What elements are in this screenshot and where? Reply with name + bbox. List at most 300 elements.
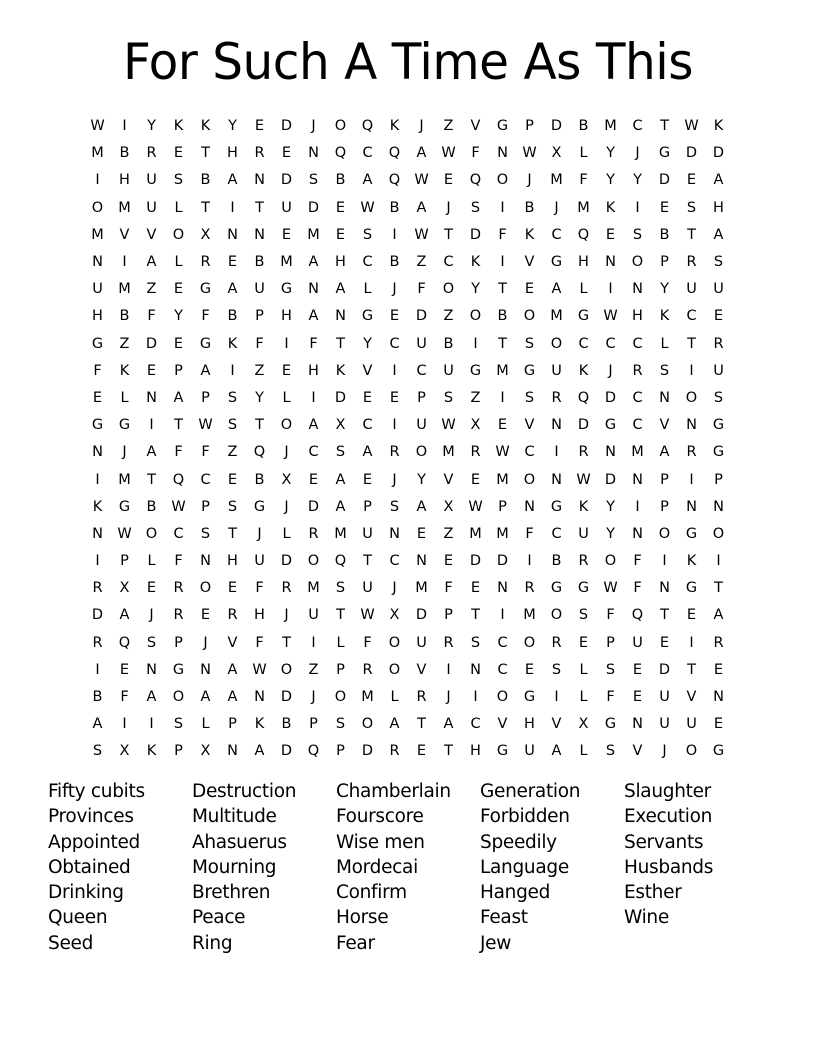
grid-letter-cell[interactable]: P <box>201 498 210 515</box>
grid-letter-cell[interactable]: K <box>254 716 265 733</box>
grid-letter-cell[interactable]: I <box>230 362 235 379</box>
grid-letter-cell[interactable]: I <box>95 553 100 570</box>
grid-letter-cell[interactable]: J <box>284 444 289 461</box>
grid-letter-cell[interactable]: G <box>658 145 671 162</box>
grid-letter-cell[interactable]: F <box>444 580 453 597</box>
grid-letter-cell[interactable]: O <box>496 172 509 189</box>
grid-letter-cell[interactable]: X <box>200 743 211 760</box>
grid-letter-cell[interactable]: L <box>201 716 210 733</box>
grid-letter-cell[interactable]: J <box>311 689 316 706</box>
grid-letter-cell[interactable]: G <box>577 308 590 325</box>
grid-letter-cell[interactable]: R <box>713 335 724 352</box>
grid-letter-cell[interactable]: W <box>603 580 618 597</box>
grid-letter-cell[interactable]: J <box>527 172 532 189</box>
grid-letter-cell[interactable]: P <box>714 471 723 488</box>
grid-letter-cell[interactable]: L <box>363 281 372 298</box>
grid-letter-cell[interactable]: A <box>146 689 157 706</box>
grid-letter-cell[interactable]: O <box>388 661 401 678</box>
grid-letter-cell[interactable]: A <box>254 743 265 760</box>
grid-letter-cell[interactable]: V <box>470 118 481 135</box>
grid-letter-cell[interactable]: J <box>446 199 451 216</box>
grid-letter-cell[interactable]: A <box>416 498 427 515</box>
grid-letter-cell[interactable]: K <box>200 118 211 135</box>
grid-letter-cell[interactable]: N <box>92 254 103 271</box>
grid-letter-cell[interactable]: E <box>389 389 400 406</box>
grid-letter-cell[interactable]: P <box>363 498 372 515</box>
grid-letter-cell[interactable]: N <box>254 172 265 189</box>
grid-letter-cell[interactable]: A <box>335 471 346 488</box>
grid-letter-cell[interactable]: V <box>632 743 643 760</box>
grid-letter-cell[interactable]: R <box>416 689 427 706</box>
grid-letter-cell[interactable]: R <box>254 145 265 162</box>
grid-letter-cell[interactable]: V <box>362 362 373 379</box>
grid-letter-cell[interactable]: A <box>416 145 427 162</box>
grid-letter-cell[interactable]: I <box>311 389 316 406</box>
grid-letter-cell[interactable]: P <box>336 743 345 760</box>
grid-letter-cell[interactable]: G <box>712 743 725 760</box>
grid-letter-cell[interactable]: L <box>660 335 669 352</box>
grid-letter-cell[interactable]: U <box>362 525 373 542</box>
grid-letter-cell[interactable]: F <box>174 553 183 570</box>
grid-letter-cell[interactable]: R <box>443 634 454 651</box>
grid-letter-cell[interactable]: D <box>658 172 671 189</box>
grid-letter-cell[interactable]: D <box>496 553 509 570</box>
grid-letter-cell[interactable]: W <box>171 498 186 515</box>
grid-letter-cell[interactable]: D <box>658 661 671 678</box>
grid-letter-cell[interactable]: Q <box>577 389 590 406</box>
grid-letter-cell[interactable]: E <box>605 226 616 243</box>
grid-letter-cell[interactable]: V <box>659 417 670 434</box>
grid-letter-cell[interactable]: O <box>361 716 374 733</box>
grid-letter-cell[interactable]: D <box>361 743 374 760</box>
grid-letter-cell[interactable]: J <box>446 689 451 706</box>
grid-letter-cell[interactable]: E <box>362 471 373 488</box>
grid-letter-cell[interactable]: L <box>282 525 291 542</box>
grid-letter-cell[interactable]: I <box>689 362 694 379</box>
grid-letter-cell[interactable]: R <box>551 389 562 406</box>
grid-letter-cell[interactable]: E <box>416 743 427 760</box>
grid-letter-cell[interactable]: A <box>227 689 238 706</box>
grid-letter-cell[interactable]: N <box>416 553 427 570</box>
grid-letter-cell[interactable]: S <box>335 580 346 597</box>
grid-letter-cell[interactable]: Q <box>388 145 401 162</box>
grid-letter-cell[interactable]: M <box>118 471 131 488</box>
grid-letter-cell[interactable]: O <box>550 335 563 352</box>
grid-letter-cell[interactable]: J <box>257 525 262 542</box>
grid-letter-cell[interactable]: W <box>468 498 483 515</box>
grid-letter-cell[interactable]: K <box>524 226 535 243</box>
grid-letter-cell[interactable]: O <box>280 417 293 434</box>
grid-letter-cell[interactable]: G <box>523 362 536 379</box>
grid-letter-cell[interactable]: S <box>92 743 103 760</box>
grid-letter-cell[interactable]: M <box>604 118 617 135</box>
grid-letter-cell[interactable]: C <box>362 417 373 434</box>
grid-letter-cell[interactable]: E <box>686 172 697 189</box>
grid-letter-cell[interactable]: B <box>227 308 238 325</box>
grid-letter-cell[interactable]: N <box>200 553 211 570</box>
grid-letter-cell[interactable]: D <box>577 417 590 434</box>
grid-letter-cell[interactable]: F <box>417 281 426 298</box>
grid-letter-cell[interactable]: A <box>416 199 427 216</box>
grid-letter-cell[interactable]: M <box>442 444 455 461</box>
grid-letter-cell[interactable]: N <box>632 525 643 542</box>
grid-letter-cell[interactable]: M <box>91 226 104 243</box>
grid-letter-cell[interactable]: I <box>122 716 127 733</box>
grid-letter-cell[interactable]: I <box>95 661 100 678</box>
grid-letter-cell[interactable]: R <box>146 145 157 162</box>
grid-letter-cell[interactable]: D <box>280 172 293 189</box>
grid-letter-cell[interactable]: O <box>172 226 185 243</box>
grid-letter-cell[interactable]: O <box>415 444 428 461</box>
grid-letter-cell[interactable]: D <box>469 553 482 570</box>
grid-letter-cell[interactable]: B <box>524 199 535 216</box>
grid-letter-cell[interactable]: U <box>416 417 427 434</box>
grid-letter-cell[interactable]: P <box>174 634 183 651</box>
grid-letter-cell[interactable]: O <box>523 308 536 325</box>
grid-letter-cell[interactable]: O <box>172 689 185 706</box>
grid-letter-cell[interactable]: N <box>659 389 670 406</box>
grid-letter-cell[interactable]: K <box>578 498 589 515</box>
grid-letter-cell[interactable]: E <box>119 661 130 678</box>
grid-letter-cell[interactable]: C <box>308 444 319 461</box>
grid-letter-cell[interactable]: V <box>227 634 238 651</box>
grid-letter-cell[interactable]: U <box>308 607 319 624</box>
grid-letter-cell[interactable]: I <box>392 362 397 379</box>
grid-letter-cell[interactable]: E <box>362 389 373 406</box>
grid-letter-cell[interactable]: N <box>551 417 562 434</box>
grid-letter-cell[interactable]: N <box>254 689 265 706</box>
grid-letter-cell[interactable]: R <box>578 444 589 461</box>
grid-letter-cell[interactable]: Z <box>443 525 454 542</box>
grid-letter-cell[interactable]: T <box>660 607 669 624</box>
grid-letter-cell[interactable]: B <box>389 254 400 271</box>
grid-letter-cell[interactable]: G <box>685 580 698 597</box>
grid-letter-cell[interactable]: O <box>550 607 563 624</box>
grid-letter-cell[interactable]: L <box>282 389 291 406</box>
grid-letter-cell[interactable]: S <box>686 199 697 216</box>
grid-letter-cell[interactable]: Y <box>174 308 183 325</box>
grid-letter-cell[interactable]: Z <box>254 362 265 379</box>
grid-letter-cell[interactable]: B <box>254 471 265 488</box>
grid-letter-cell[interactable]: O <box>199 580 212 597</box>
grid-letter-cell[interactable]: T <box>714 580 723 597</box>
grid-letter-cell[interactable]: G <box>550 498 563 515</box>
grid-letter-cell[interactable]: D <box>550 118 563 135</box>
grid-letter-cell[interactable]: P <box>525 118 534 135</box>
grid-letter-cell[interactable]: E <box>92 389 103 406</box>
grid-letter-cell[interactable]: E <box>632 689 643 706</box>
grid-letter-cell[interactable]: I <box>527 553 532 570</box>
grid-letter-cell[interactable]: O <box>469 308 482 325</box>
grid-letter-cell[interactable]: S <box>308 172 319 189</box>
grid-letter-cell[interactable]: S <box>227 498 238 515</box>
grid-letter-cell[interactable]: N <box>551 471 562 488</box>
grid-letter-cell[interactable]: R <box>389 444 400 461</box>
grid-letter-cell[interactable]: S <box>362 226 373 243</box>
grid-letter-cell[interactable]: E <box>335 199 346 216</box>
grid-letter-cell[interactable]: O <box>658 525 671 542</box>
grid-letter-cell[interactable]: U <box>146 172 157 189</box>
grid-letter-cell[interactable]: O <box>496 689 509 706</box>
grid-letter-cell[interactable]: L <box>147 553 156 570</box>
grid-letter-cell[interactable]: U <box>713 281 724 298</box>
grid-letter-cell[interactable]: E <box>173 145 184 162</box>
grid-letter-cell[interactable]: N <box>389 525 400 542</box>
grid-letter-cell[interactable]: Q <box>307 743 320 760</box>
grid-letter-cell[interactable]: K <box>470 254 481 271</box>
grid-letter-cell[interactable]: A <box>551 281 562 298</box>
grid-letter-cell[interactable]: V <box>416 661 427 678</box>
grid-letter-cell[interactable]: W <box>495 444 510 461</box>
grid-letter-cell[interactable]: O <box>604 553 617 570</box>
grid-letter-cell[interactable]: L <box>336 634 345 651</box>
grid-letter-cell[interactable]: E <box>524 661 535 678</box>
grid-letter-cell[interactable]: S <box>443 389 454 406</box>
grid-letter-cell[interactable]: M <box>577 199 590 216</box>
grid-letter-cell[interactable]: W <box>117 525 132 542</box>
grid-letter-cell[interactable]: O <box>280 661 293 678</box>
grid-letter-cell[interactable]: A <box>713 172 724 189</box>
grid-letter-cell[interactable]: M <box>280 254 293 271</box>
grid-letter-cell[interactable]: K <box>659 308 670 325</box>
grid-letter-cell[interactable]: N <box>308 281 319 298</box>
grid-letter-cell[interactable]: R <box>281 580 292 597</box>
grid-letter-cell[interactable]: S <box>713 254 724 271</box>
grid-letter-cell[interactable]: E <box>443 172 454 189</box>
grid-letter-cell[interactable]: C <box>389 335 400 352</box>
grid-letter-cell[interactable]: S <box>578 607 589 624</box>
grid-letter-cell[interactable]: T <box>255 417 264 434</box>
grid-letter-cell[interactable]: V <box>686 689 697 706</box>
grid-letter-cell[interactable]: U <box>551 362 562 379</box>
grid-letter-cell[interactable]: L <box>120 389 129 406</box>
grid-letter-cell[interactable]: D <box>469 226 482 243</box>
grid-letter-cell[interactable]: G <box>469 362 482 379</box>
grid-letter-cell[interactable]: E <box>281 226 292 243</box>
grid-letter-cell[interactable]: G <box>550 254 563 271</box>
grid-letter-cell[interactable]: A <box>308 308 319 325</box>
grid-letter-cell[interactable]: A <box>389 716 400 733</box>
grid-letter-cell[interactable]: A <box>227 281 238 298</box>
grid-letter-cell[interactable]: X <box>119 580 130 597</box>
grid-letter-cell[interactable]: C <box>362 145 373 162</box>
grid-letter-cell[interactable]: E <box>470 471 481 488</box>
grid-letter-cell[interactable]: G <box>577 580 590 597</box>
grid-letter-cell[interactable]: O <box>307 553 320 570</box>
grid-letter-cell[interactable]: P <box>120 553 129 570</box>
grid-letter-cell[interactable]: S <box>713 389 724 406</box>
grid-letter-cell[interactable]: B <box>551 553 562 570</box>
grid-letter-cell[interactable]: N <box>92 444 103 461</box>
grid-letter-cell[interactable]: E <box>146 362 157 379</box>
grid-letter-cell[interactable]: I <box>95 471 100 488</box>
grid-letter-cell[interactable]: I <box>635 199 640 216</box>
grid-letter-cell[interactable]: L <box>579 689 588 706</box>
grid-letter-cell[interactable]: D <box>415 607 428 624</box>
grid-letter-cell[interactable]: M <box>307 226 320 243</box>
grid-letter-cell[interactable]: G <box>604 716 617 733</box>
grid-letter-cell[interactable]: G <box>712 417 725 434</box>
grid-letter-cell[interactable]: A <box>443 716 454 733</box>
grid-letter-cell[interactable]: G <box>685 525 698 542</box>
grid-letter-cell[interactable]: B <box>443 335 454 352</box>
grid-letter-cell[interactable]: F <box>120 689 129 706</box>
grid-letter-cell[interactable]: G <box>712 444 725 461</box>
grid-letter-cell[interactable]: Y <box>147 118 156 135</box>
grid-letter-cell[interactable]: O <box>442 281 455 298</box>
grid-letter-cell[interactable]: O <box>631 254 644 271</box>
grid-letter-cell[interactable]: D <box>685 145 698 162</box>
grid-letter-cell[interactable]: N <box>497 580 508 597</box>
grid-letter-cell[interactable]: L <box>174 199 183 216</box>
grid-letter-cell[interactable]: I <box>500 389 505 406</box>
grid-letter-cell[interactable]: I <box>122 118 127 135</box>
grid-letter-cell[interactable]: E <box>173 281 184 298</box>
grid-letter-cell[interactable]: F <box>147 308 156 325</box>
grid-letter-cell[interactable]: T <box>687 226 696 243</box>
grid-letter-cell[interactable]: S <box>551 661 562 678</box>
grid-letter-cell[interactable]: H <box>308 362 319 379</box>
grid-letter-cell[interactable]: M <box>469 525 482 542</box>
grid-letter-cell[interactable]: R <box>578 553 589 570</box>
grid-letter-cell[interactable]: R <box>713 634 724 651</box>
grid-letter-cell[interactable]: T <box>687 335 696 352</box>
grid-letter-cell[interactable]: N <box>254 226 265 243</box>
grid-letter-cell[interactable]: X <box>389 607 400 624</box>
grid-letter-cell[interactable]: X <box>119 743 130 760</box>
grid-letter-cell[interactable]: Y <box>660 281 669 298</box>
grid-letter-cell[interactable]: E <box>497 417 508 434</box>
grid-letter-cell[interactable]: U <box>524 743 535 760</box>
grid-letter-cell[interactable]: V <box>524 254 535 271</box>
grid-letter-cell[interactable]: Z <box>443 118 454 135</box>
grid-letter-cell[interactable]: Y <box>417 471 426 488</box>
grid-letter-cell[interactable]: O <box>685 743 698 760</box>
grid-letter-cell[interactable]: G <box>496 743 509 760</box>
grid-letter-cell[interactable]: T <box>201 145 210 162</box>
grid-letter-cell[interactable]: C <box>605 335 616 352</box>
grid-letter-cell[interactable]: A <box>173 389 184 406</box>
grid-letter-cell[interactable]: Q <box>388 172 401 189</box>
grid-letter-cell[interactable]: S <box>389 498 400 515</box>
grid-letter-cell[interactable]: N <box>632 281 643 298</box>
grid-letter-cell[interactable]: J <box>284 607 289 624</box>
grid-letter-cell[interactable]: R <box>200 254 211 271</box>
grid-letter-cell[interactable]: S <box>632 226 643 243</box>
grid-letter-cell[interactable]: U <box>659 689 670 706</box>
grid-letter-cell[interactable]: E <box>686 607 697 624</box>
grid-letter-cell[interactable]: Y <box>228 118 237 135</box>
grid-letter-cell[interactable]: N <box>632 716 643 733</box>
grid-letter-cell[interactable]: S <box>173 172 184 189</box>
grid-letter-cell[interactable]: X <box>200 226 211 243</box>
grid-letter-cell[interactable]: J <box>635 145 640 162</box>
grid-letter-cell[interactable]: D <box>280 689 293 706</box>
grid-letter-cell[interactable]: Z <box>416 254 427 271</box>
grid-letter-cell[interactable]: M <box>631 444 644 461</box>
grid-letter-cell[interactable]: N <box>146 661 157 678</box>
grid-letter-cell[interactable]: Q <box>361 118 374 135</box>
grid-letter-cell[interactable]: Q <box>253 444 266 461</box>
grid-letter-cell[interactable]: A <box>200 362 211 379</box>
grid-letter-cell[interactable]: R <box>686 254 697 271</box>
grid-letter-cell[interactable]: E <box>443 553 454 570</box>
grid-letter-cell[interactable]: E <box>200 607 211 624</box>
grid-letter-cell[interactable]: O <box>334 689 347 706</box>
grid-letter-cell[interactable]: N <box>605 444 616 461</box>
grid-letter-cell[interactable]: M <box>307 580 320 597</box>
grid-letter-cell[interactable]: A <box>227 172 238 189</box>
grid-letter-cell[interactable]: X <box>551 145 562 162</box>
grid-letter-cell[interactable]: T <box>282 634 291 651</box>
grid-letter-cell[interactable]: I <box>149 417 154 434</box>
grid-letter-cell[interactable]: N <box>497 145 508 162</box>
grid-letter-cell[interactable]: N <box>92 525 103 542</box>
grid-letter-cell[interactable]: D <box>280 553 293 570</box>
grid-letter-cell[interactable]: D <box>334 389 347 406</box>
grid-letter-cell[interactable]: E <box>227 580 238 597</box>
grid-letter-cell[interactable]: F <box>606 689 615 706</box>
grid-letter-cell[interactable]: E <box>713 661 724 678</box>
grid-letter-cell[interactable]: A <box>335 281 346 298</box>
grid-letter-cell[interactable]: L <box>174 254 183 271</box>
grid-letter-cell[interactable]: I <box>554 689 559 706</box>
grid-letter-cell[interactable]: A <box>308 254 319 271</box>
grid-letter-cell[interactable]: F <box>633 580 642 597</box>
grid-letter-cell[interactable]: G <box>604 417 617 434</box>
grid-letter-cell[interactable]: E <box>470 580 481 597</box>
grid-letter-cell[interactable]: T <box>471 607 480 624</box>
grid-letter-cell[interactable]: I <box>500 607 505 624</box>
grid-letter-cell[interactable]: M <box>334 525 347 542</box>
grid-letter-cell[interactable]: A <box>362 444 373 461</box>
grid-letter-cell[interactable]: R <box>92 634 103 651</box>
grid-letter-cell[interactable]: T <box>444 226 453 243</box>
grid-letter-cell[interactable]: L <box>579 281 588 298</box>
grid-letter-cell[interactable]: L <box>579 145 588 162</box>
grid-letter-cell[interactable]: N <box>659 580 670 597</box>
grid-letter-cell[interactable]: K <box>713 118 724 135</box>
grid-letter-cell[interactable]: E <box>308 471 319 488</box>
grid-letter-cell[interactable]: H <box>281 308 292 325</box>
grid-letter-cell[interactable]: P <box>309 716 318 733</box>
grid-letter-cell[interactable]: U <box>632 634 643 651</box>
grid-letter-cell[interactable]: I <box>95 172 100 189</box>
grid-letter-cell[interactable]: D <box>307 498 320 515</box>
grid-letter-cell[interactable]: P <box>660 471 669 488</box>
grid-letter-cell[interactable]: U <box>146 199 157 216</box>
grid-letter-cell[interactable]: U <box>713 362 724 379</box>
grid-letter-cell[interactable]: Q <box>172 471 185 488</box>
grid-letter-cell[interactable]: Z <box>308 661 319 678</box>
grid-letter-cell[interactable]: N <box>524 498 535 515</box>
grid-letter-cell[interactable]: C <box>200 471 211 488</box>
grid-letter-cell[interactable]: N <box>686 498 697 515</box>
grid-letter-cell[interactable]: W <box>603 308 618 325</box>
grid-letter-cell[interactable]: R <box>92 580 103 597</box>
grid-letter-cell[interactable]: P <box>606 634 615 651</box>
grid-letter-cell[interactable]: C <box>497 661 508 678</box>
grid-letter-cell[interactable]: C <box>362 254 373 271</box>
grid-letter-cell[interactable]: K <box>578 362 589 379</box>
grid-letter-cell[interactable]: I <box>149 716 154 733</box>
grid-letter-cell[interactable]: E <box>524 281 535 298</box>
grid-letter-cell[interactable]: I <box>122 254 127 271</box>
grid-letter-cell[interactable]: T <box>498 281 507 298</box>
grid-letter-cell[interactable]: L <box>579 661 588 678</box>
grid-letter-cell[interactable]: G <box>172 661 185 678</box>
grid-letter-cell[interactable]: T <box>147 471 156 488</box>
